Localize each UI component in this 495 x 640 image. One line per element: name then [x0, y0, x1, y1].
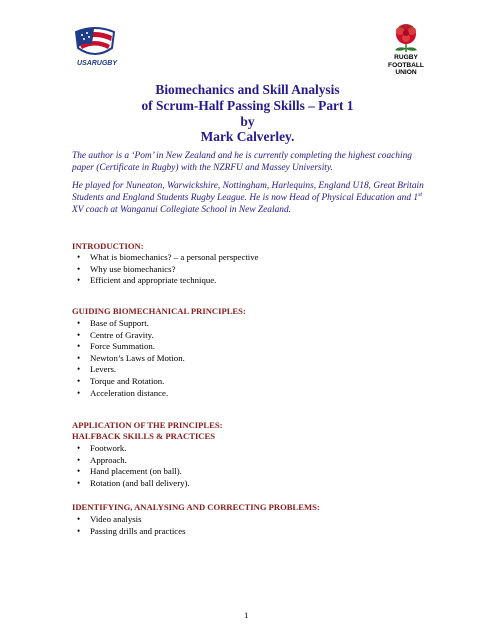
list-item: • Base of Support. — [72, 318, 185, 330]
usa-rugby-wordmark: USARUGBY — [76, 60, 118, 67]
list-item: • Efficient and appropriate technique. — [72, 275, 259, 287]
list-item: • Rotation (and ball delivery). — [72, 478, 190, 490]
rfu-wordmark — [384, 54, 428, 77]
rfu-word-2: FOOTBALL — [388, 61, 424, 69]
section-heading-principles: GUIDING BIOMECHANICAL PRINCIPLES: — [72, 306, 246, 316]
rfu-word-3: UNION — [395, 69, 417, 77]
author-intro-paragraph-1: The author is a ‘Pom’ in New Zealand and he is currently completing the highest coaching paper (Certificate in Rugby) with the NZRFU and Massey University. — [72, 151, 412, 173]
usa-rugby-emblem-icon — [72, 26, 118, 62]
intro-superscript: st — [418, 191, 423, 198]
page-number: 1 — [244, 610, 249, 620]
introduction-list — [72, 252, 259, 287]
list-item: • Passing drills and practices — [72, 526, 186, 538]
list-item: • Torque and Rotation. — [72, 376, 185, 388]
list-item: • Video analysis — [72, 514, 186, 526]
intro-text-part-2: XV coach at Wanganui Collegiate School in New Zealand. — [72, 205, 291, 215]
title-line-3: by — [240, 113, 255, 129]
section-heading-application: APPLICATION OF THE PRINCIPLES: — [72, 420, 223, 430]
rfu-logo — [388, 22, 424, 86]
intro-text-part-1: He played for Nuneaton, Warwickshire, Nottingham, Harlequins, England U18, Great Britain Students and England Students Rugby League. He is now Head of Physical Education and 1 — [72, 181, 424, 203]
list-item: • Acceleration distance. — [72, 388, 185, 400]
application-list — [72, 443, 190, 489]
section-heading-problems: IDENTIFYING, ANALYSING AND CORRECTING PROBLEMS: — [72, 502, 320, 512]
list-item: • Approach. — [72, 455, 190, 467]
principles-list — [72, 318, 185, 399]
document-title — [90, 82, 405, 145]
list-item: • Hand placement (on ball). — [72, 466, 190, 478]
list-item: • Newton’s Laws of Motion. — [72, 353, 185, 365]
usa-rugby-logo — [72, 26, 118, 74]
title-line-1: Biomechanics and Skill Analysis — [155, 82, 340, 97]
title-line-4: Mark Calverley. — [200, 129, 295, 145]
problems-list — [72, 514, 186, 537]
author-intro-paragraph-2 — [72, 180, 432, 216]
list-item: • Levers. — [72, 364, 185, 376]
rfu-word-1: RUGBY — [394, 54, 418, 61]
section-heading-introduction: INTRODUCTION: — [72, 241, 144, 251]
title-line-2: of Scrum-Half Passing Skills – Part 1 — [141, 97, 354, 113]
rose-icon — [388, 22, 424, 54]
list-item: • What is biomechanics? – a personal perspective — [72, 252, 259, 264]
list-item: • Why use biomechanics? — [72, 264, 259, 276]
section-subheading-halfback: HALFBACK SKILLS & PRACTICES — [72, 431, 216, 441]
list-item: • Footwork. — [72, 443, 190, 455]
list-item: • Centre of Gravity. — [72, 330, 185, 342]
list-item: • Force Summation. — [72, 341, 185, 353]
